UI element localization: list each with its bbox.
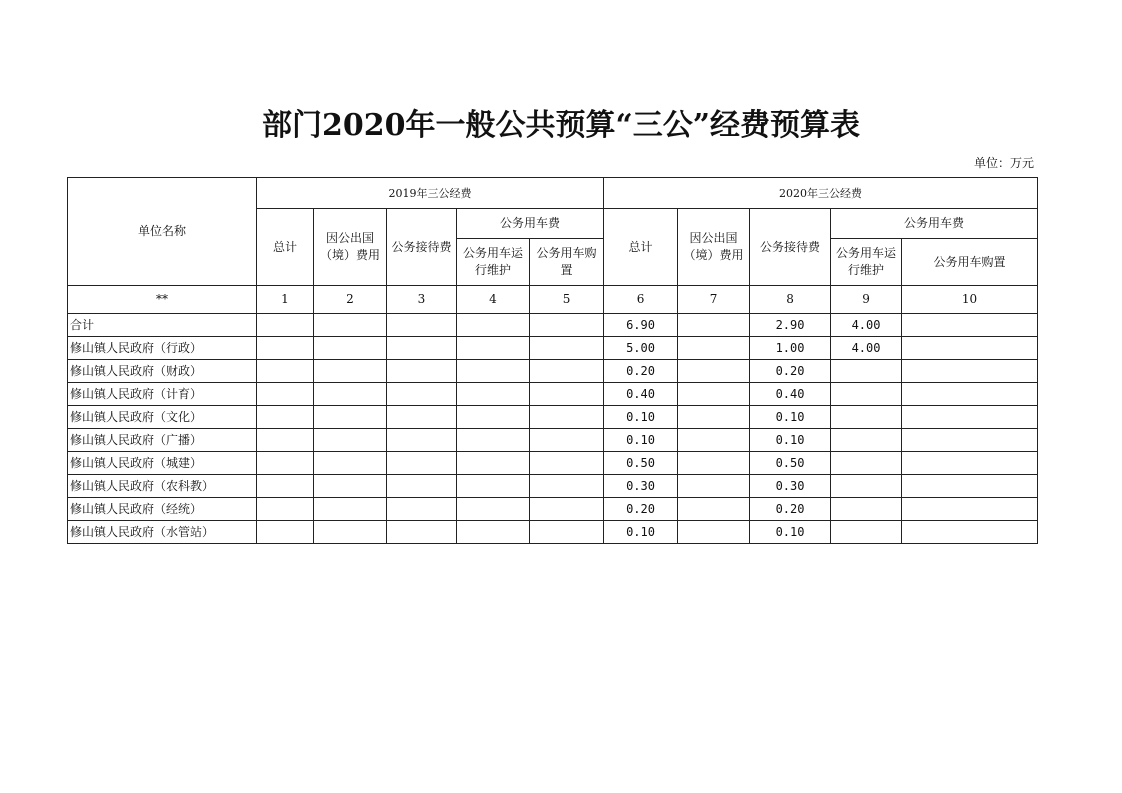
- table-row: [68, 521, 1038, 544]
- row-cell-c4: [457, 521, 530, 544]
- row-cell-c4: [457, 314, 530, 337]
- row-unit-name: 修山镇人民政府（农科教）: [68, 475, 257, 498]
- row-cell-c7: [678, 406, 750, 429]
- row-cell-c4: [457, 452, 530, 475]
- header-unit-name: 单位名称: [68, 178, 257, 286]
- row-cell-c1: [257, 406, 314, 429]
- row-cell-c1: [257, 360, 314, 383]
- header-2020-reception: 公务接待费: [750, 209, 831, 286]
- index-cell: 9: [831, 286, 902, 314]
- row-cell-c7: [678, 452, 750, 475]
- index-row: [68, 286, 1038, 314]
- row-cell-c9: [831, 406, 902, 429]
- table-row: [68, 337, 1038, 360]
- row-cell-c8: 0.20: [750, 360, 831, 383]
- row-cell-c2: [314, 314, 387, 337]
- row-cell-c6: 0.50: [604, 452, 678, 475]
- row-cell-c8: 0.10: [750, 406, 831, 429]
- row-cell-c1: [257, 383, 314, 406]
- row-cell-c2: [314, 475, 387, 498]
- table-row: [68, 406, 1038, 429]
- row-cell-c6: 0.10: [604, 429, 678, 452]
- row-cell-c8: 0.10: [750, 521, 831, 544]
- row-cell-c8: 0.10: [750, 429, 831, 452]
- row-cell-c3: [387, 452, 457, 475]
- row-cell-c1: [257, 498, 314, 521]
- row-cell-c6: 6.90: [604, 314, 678, 337]
- header-2020-vehicle: 公务用车费: [831, 209, 1038, 239]
- row-cell-c7: [678, 314, 750, 337]
- budget-table: [67, 177, 1038, 544]
- row-cell-c5: [530, 360, 604, 383]
- row-cell-c2: [314, 521, 387, 544]
- row-cell-c6: 0.10: [604, 406, 678, 429]
- row-unit-name: 修山镇人民政府（经统）: [68, 498, 257, 521]
- index-cell: 8: [750, 286, 831, 314]
- unit-label: 单位：万元: [973, 156, 1034, 170]
- index-cell: 1: [257, 286, 314, 314]
- row-unit-name: 合计: [68, 314, 257, 337]
- page-title: 部门2020年一般公共预算“三公”经费预算表: [261, 108, 860, 143]
- row-cell-c5: [530, 406, 604, 429]
- row-cell-c2: [314, 360, 387, 383]
- row-cell-c1: [257, 475, 314, 498]
- table-row: [68, 314, 1038, 337]
- row-cell-c4: [457, 406, 530, 429]
- row-cell-c3: [387, 498, 457, 521]
- row-cell-c9: [831, 383, 902, 406]
- row-cell-c5: [530, 498, 604, 521]
- index-cell: 10: [902, 286, 1038, 314]
- row-cell-c7: [678, 521, 750, 544]
- row-cell-c7: [678, 429, 750, 452]
- row-cell-c7: [678, 360, 750, 383]
- row-cell-c6: 5.00: [604, 337, 678, 360]
- header-2020-vehicle-run: 公务用车运行维护: [831, 239, 902, 286]
- row-cell-c9: [831, 360, 902, 383]
- row-cell-c3: [387, 337, 457, 360]
- row-cell-c9: [831, 521, 902, 544]
- row-cell-c2: [314, 498, 387, 521]
- row-cell-c9: [831, 452, 902, 475]
- row-cell-c2: [314, 337, 387, 360]
- row-cell-c1: [257, 337, 314, 360]
- row-cell-c6: 0.40: [604, 383, 678, 406]
- row-cell-c2: [314, 406, 387, 429]
- row-cell-c9: [831, 475, 902, 498]
- header-2020-abroad: 因公出国（境）费用: [678, 209, 750, 286]
- table-row: [68, 475, 1038, 498]
- header-2019-vehicle: 公务用车费: [457, 209, 604, 239]
- row-cell-c3: [387, 383, 457, 406]
- row-cell-c5: [530, 452, 604, 475]
- row-cell-c3: [387, 429, 457, 452]
- row-cell-c7: [678, 337, 750, 360]
- row-cell-c4: [457, 498, 530, 521]
- header-2019-abroad: 因公出国（境）费用: [314, 209, 387, 286]
- row-cell-c8: 1.00: [750, 337, 831, 360]
- row-cell-c8: 0.20: [750, 498, 831, 521]
- row-cell-c4: [457, 429, 530, 452]
- row-cell-c2: [314, 383, 387, 406]
- row-cell-c1: [257, 521, 314, 544]
- header-2019-vehicle-buy: 公务用车购置: [530, 239, 604, 286]
- row-cell-c9: [831, 429, 902, 452]
- row-cell-c10: [902, 521, 1038, 544]
- row-unit-name: 修山镇人民政府（行政）: [68, 337, 257, 360]
- row-cell-c10: [902, 452, 1038, 475]
- header-group-2020: 2020年三公经费: [604, 178, 1038, 209]
- index-cell: 3: [387, 286, 457, 314]
- row-cell-c1: [257, 314, 314, 337]
- row-cell-c10: [902, 498, 1038, 521]
- row-cell-c2: [314, 452, 387, 475]
- row-cell-c10: [902, 406, 1038, 429]
- row-cell-c6: 0.30: [604, 475, 678, 498]
- header-2020-vehicle-buy: 公务用车购置: [902, 239, 1038, 286]
- row-unit-name: 修山镇人民政府（计育）: [68, 383, 257, 406]
- table-row: [68, 452, 1038, 475]
- row-cell-c3: [387, 475, 457, 498]
- row-cell-c10: [902, 429, 1038, 452]
- row-cell-c5: [530, 383, 604, 406]
- row-cell-c5: [530, 521, 604, 544]
- table-row: [68, 429, 1038, 452]
- row-cell-c7: [678, 475, 750, 498]
- row-cell-c9: 4.00: [831, 314, 902, 337]
- table-row: [68, 383, 1038, 406]
- table-row: [68, 360, 1038, 383]
- row-cell-c1: [257, 429, 314, 452]
- row-cell-c8: 2.90: [750, 314, 831, 337]
- index-cell: **: [68, 286, 257, 314]
- row-cell-c4: [457, 383, 530, 406]
- row-cell-c6: 0.10: [604, 521, 678, 544]
- row-cell-c4: [457, 360, 530, 383]
- row-cell-c9: [831, 498, 902, 521]
- index-cell: 2: [314, 286, 387, 314]
- row-cell-c7: [678, 498, 750, 521]
- row-cell-c10: [902, 360, 1038, 383]
- index-cell: 6: [604, 286, 678, 314]
- row-cell-c4: [457, 337, 530, 360]
- header-2020-total: 总计: [604, 209, 678, 286]
- row-cell-c3: [387, 406, 457, 429]
- row-cell-c7: [678, 383, 750, 406]
- row-cell-c1: [257, 452, 314, 475]
- row-cell-c3: [387, 521, 457, 544]
- row-cell-c6: 0.20: [604, 360, 678, 383]
- header-2019-vehicle-run: 公务用车运行维护: [457, 239, 530, 286]
- row-cell-c6: 0.20: [604, 498, 678, 521]
- row-unit-name: 修山镇人民政府（城建）: [68, 452, 257, 475]
- header-group-2019: 2019年三公经费: [257, 178, 604, 209]
- row-cell-c8: 0.50: [750, 452, 831, 475]
- row-unit-name: 修山镇人民政府（水管站）: [68, 521, 257, 544]
- row-cell-c2: [314, 429, 387, 452]
- index-cell: 7: [678, 286, 750, 314]
- row-cell-c5: [530, 337, 604, 360]
- row-cell-c5: [530, 314, 604, 337]
- row-unit-name: 修山镇人民政府（文化）: [68, 406, 257, 429]
- row-unit-name: 修山镇人民政府（广播）: [68, 429, 257, 452]
- index-cell: 4: [457, 286, 530, 314]
- row-cell-c3: [387, 314, 457, 337]
- header-2019-total: 总计: [257, 209, 314, 286]
- row-cell-c3: [387, 360, 457, 383]
- header-2019-reception: 公务接待费: [387, 209, 457, 286]
- row-cell-c5: [530, 475, 604, 498]
- row-cell-c4: [457, 475, 530, 498]
- table-body: [68, 314, 1038, 544]
- row-cell-c8: 0.40: [750, 383, 831, 406]
- row-cell-c10: [902, 314, 1038, 337]
- row-cell-c10: [902, 475, 1038, 498]
- index-cell: 5: [530, 286, 604, 314]
- row-cell-c9: 4.00: [831, 337, 902, 360]
- row-cell-c5: [530, 429, 604, 452]
- row-cell-c10: [902, 337, 1038, 360]
- row-cell-c8: 0.30: [750, 475, 831, 498]
- row-unit-name: 修山镇人民政府（财政）: [68, 360, 257, 383]
- table-header: [68, 178, 1038, 314]
- row-cell-c10: [902, 383, 1038, 406]
- table-row: [68, 498, 1038, 521]
